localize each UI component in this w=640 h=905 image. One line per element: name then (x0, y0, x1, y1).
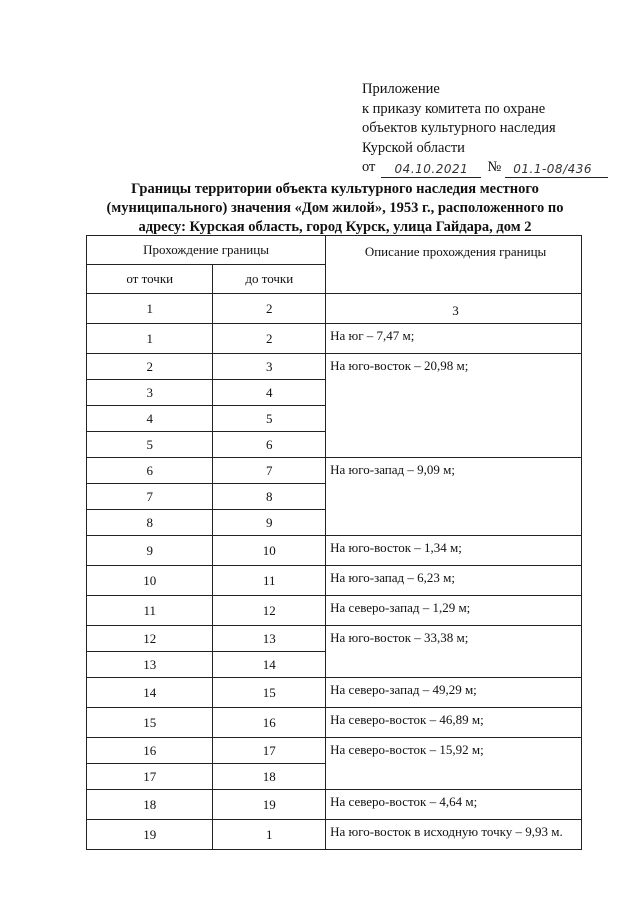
header-from-point: от точки (87, 265, 213, 294)
from-point-cell: 13 (87, 652, 213, 678)
to-point-cell: 12 (213, 596, 326, 626)
table-row (87, 324, 582, 354)
index-cell: 2 (213, 294, 326, 324)
to-point-cell: 2 (213, 324, 326, 354)
from-point-cell: 11 (87, 596, 213, 626)
appendix-line: к приказу комитета по охране (362, 100, 546, 117)
from-point-cell: 12 (87, 626, 213, 652)
description-cell: На северо-восток – 46,89 м; (326, 708, 582, 738)
to-point-cell: 18 (213, 764, 326, 790)
to-point-cell: 16 (213, 708, 326, 738)
from-point-cell: 9 (87, 536, 213, 566)
table-row (87, 536, 582, 566)
index-cell: 1 (87, 294, 213, 324)
from-point-cell: 14 (87, 678, 213, 708)
boundary-table (86, 235, 582, 850)
date-prefix: от (362, 159, 376, 175)
to-point-cell: 11 (213, 566, 326, 596)
from-point-cell: 6 (87, 458, 213, 484)
appendix-line: объектов культурного наследия (362, 120, 556, 136)
to-point-cell: 4 (213, 380, 326, 406)
description-cell: На северо-восток – 15,92 м; (326, 738, 582, 790)
number-prefix: № (487, 159, 502, 175)
table-row (87, 738, 582, 764)
description-cell: На юг – 7,47 м; (326, 324, 582, 354)
order-date: 04.10.2021 (381, 162, 481, 178)
table-row (87, 790, 582, 820)
to-point-cell: 10 (213, 536, 326, 566)
to-point-cell: 19 (213, 790, 326, 820)
appendix-block (362, 80, 608, 178)
column-index-row (87, 294, 582, 324)
to-point-cell: 8 (213, 484, 326, 510)
appendix-line: Курской области (362, 139, 465, 156)
to-point-cell: 17 (213, 738, 326, 764)
header-to-point: до точки (213, 265, 326, 294)
table-row (87, 566, 582, 596)
table-row (87, 458, 582, 484)
to-point-cell: 7 (213, 458, 326, 484)
index-cell: 3 (326, 294, 582, 324)
description-cell: На северо-запад – 49,29 м; (326, 678, 582, 708)
order-reference-line (362, 158, 608, 178)
description-cell: На северо-восток – 4,64 м; (326, 790, 582, 820)
from-point-cell: 19 (87, 820, 213, 850)
table-row (87, 596, 582, 626)
description-cell: На юго-восток в исходную точку – 9,93 м. (326, 820, 582, 850)
to-point-cell: 6 (213, 432, 326, 458)
to-point-cell: 5 (213, 406, 326, 432)
description-cell: На юго-запад – 9,09 м; (326, 458, 582, 536)
from-point-cell: 5 (87, 432, 213, 458)
from-point-cell: 3 (87, 380, 213, 406)
from-point-cell: 16 (87, 738, 213, 764)
from-point-cell: 18 (87, 790, 213, 820)
order-number: 01.1-08/436 (505, 162, 608, 178)
table-row (87, 678, 582, 708)
description-cell: На юго-восток – 20,98 м; (326, 354, 582, 458)
to-point-cell: 15 (213, 678, 326, 708)
document-title: Границы территории объекта культурного наследия местного (муниципального) значения «Дом жилой», 1953 г., расположенного по адресу: Курская область, город Курск, улица Гайдара, дом 2 (106, 181, 564, 235)
header-description: Описание прохождения границы (326, 236, 582, 294)
from-point-cell: 4 (87, 406, 213, 432)
description-cell: На юго-запад – 6,23 м; (326, 566, 582, 596)
table-row (87, 626, 582, 652)
table-row (87, 820, 582, 850)
from-point-cell: 10 (87, 566, 213, 596)
table-body (87, 294, 582, 850)
description-cell: На северо-запад – 1,29 м; (326, 596, 582, 626)
to-point-cell: 14 (213, 652, 326, 678)
from-point-cell: 7 (87, 484, 213, 510)
from-point-cell: 1 (87, 324, 213, 354)
description-cell: На юго-восток – 1,34 м; (326, 536, 582, 566)
table-row (87, 708, 582, 738)
from-point-cell: 15 (87, 708, 213, 738)
to-point-cell: 13 (213, 626, 326, 652)
header-boundary-group: Прохождение границы (87, 236, 326, 265)
from-point-cell: 8 (87, 510, 213, 536)
from-point-cell: 2 (87, 354, 213, 380)
to-point-cell: 3 (213, 354, 326, 380)
from-point-cell: 17 (87, 764, 213, 790)
table-row (87, 354, 582, 380)
to-point-cell: 1 (213, 820, 326, 850)
description-cell: На юго-восток – 33,38 м; (326, 626, 582, 678)
appendix-line: Приложение (362, 81, 440, 97)
to-point-cell: 9 (213, 510, 326, 536)
